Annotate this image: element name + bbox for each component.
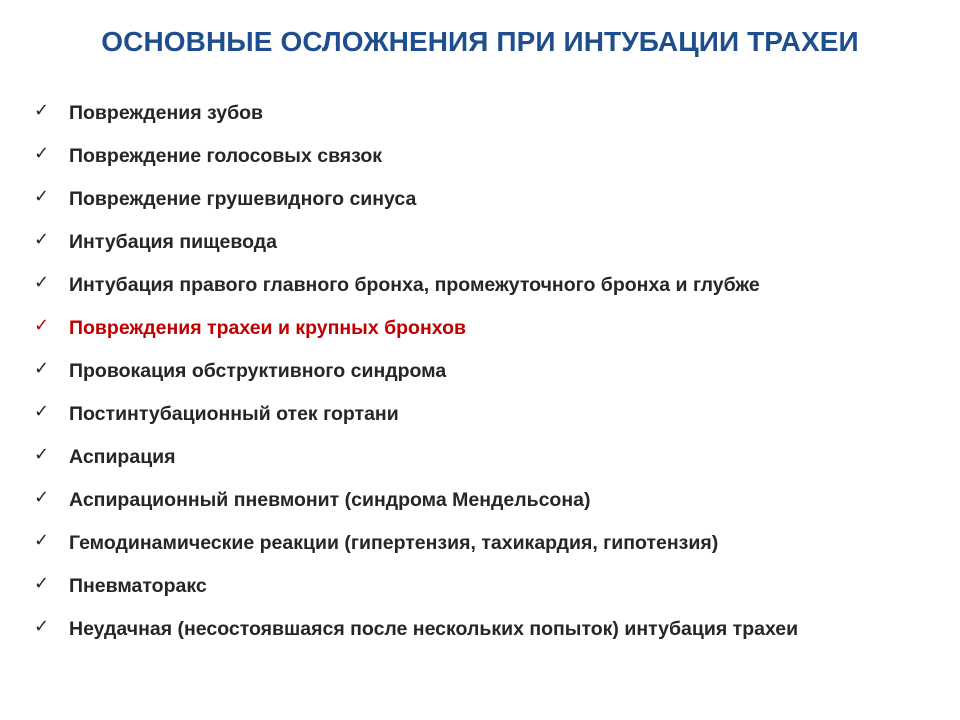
list-item [34,393,934,436]
list-item [34,436,934,479]
list-item [34,350,934,393]
slide-title: ОСНОВНЫЕ ОСЛОЖНЕНИЯ ПРИ ИНТУБАЦИИ ТРАХЕИ [101,26,859,57]
list-item-text: Провокация обструктивного синдрома [69,360,447,382]
check-mark-icon: ✓ [34,143,50,164]
check-mark-icon: ✓ [34,487,50,508]
check-mark-icon: ✓ [34,186,50,207]
list-item [34,178,934,221]
check-mark-icon: ✓ [34,401,50,422]
check-mark-icon: ✓ [34,444,50,465]
list-item-text: Аспирация [69,446,176,468]
list-item-text: Неудачная (несостоявшаяся после нескольких попыток) интубация трахеи [69,618,799,640]
list-item-text: Интубация пищевода [69,231,278,253]
list-item-highlighted [34,307,934,350]
list-item-text: Пневматоракс [69,575,207,597]
list-item-text: Повреждения трахеи и крупных бронхов [69,317,466,339]
list-item [34,264,934,307]
list-item [34,608,934,651]
check-mark-icon: ✓ [34,229,50,250]
list-item [34,479,934,522]
check-mark-icon: ✓ [34,272,50,293]
list-item-text: Гемодинамические реакции (гипертензия, тахикардия, гипотензия) [69,532,719,554]
list-item-text: Интубация правого главного бронха, промежуточного бронха и глубже [69,274,760,296]
list-item [34,522,934,565]
check-mark-icon: ✓ [34,530,50,551]
list-item [34,92,934,135]
list-item [34,221,934,264]
check-mark-icon: ✓ [34,358,50,379]
check-mark-icon: ✓ [34,616,50,637]
list-item [34,135,934,178]
check-mark-icon: ✓ [34,100,50,121]
check-mark-icon: ✓ [34,573,50,594]
list-item-text: Повреждения зубов [69,102,264,124]
list-item-text: Постинтубационный отек гортани [69,403,399,425]
list-item-text: Повреждение грушевидного синуса [69,188,417,210]
list-item-text: Аспирационный пневмонит (синдрома Мендельсона) [69,489,591,511]
list-item [34,565,934,608]
list-item-text: Повреждение голосовых связок [69,145,383,167]
check-mark-icon: ✓ [34,315,50,336]
complications-list [34,92,934,651]
